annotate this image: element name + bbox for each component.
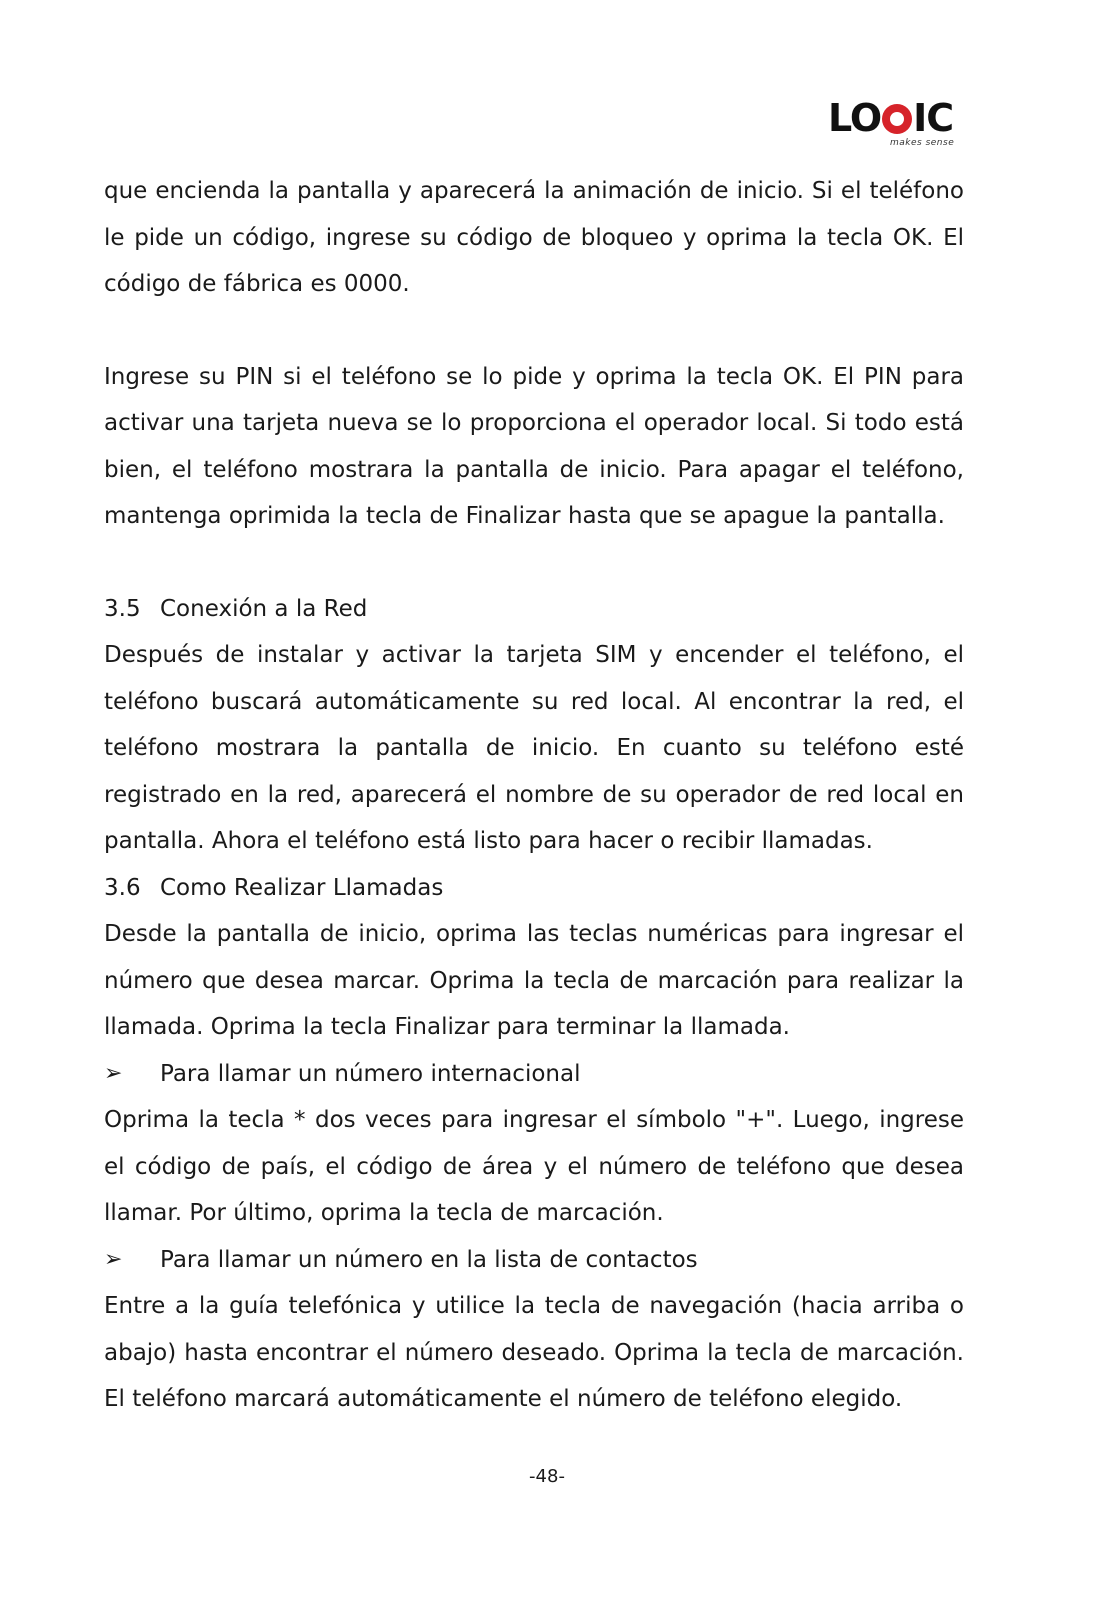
arrow-bullet-icon: ➢ (104, 1246, 123, 1272)
logo-tagline: makes sense (890, 138, 955, 148)
section-number: 3.6 (104, 874, 141, 901)
bullet-heading-international (104, 1051, 964, 1098)
page-content (104, 168, 964, 1423)
paragraph-pin: Ingrese su PIN si el teléfono se lo pide y oprima la tecla OK. El PIN para activar una tarjeta nueva se lo proporciona el operador local. Si todo está bien, el teléfono mostrara la pantalla de inicio. Para apagar el teléfono, mantenga oprimida la tecla de Finalizar hasta que se apague la pantalla. (104, 363, 964, 529)
section-number: 3.5 (104, 595, 141, 622)
brand-logo (828, 98, 958, 154)
logo-wordmark (828, 98, 953, 138)
bullet-heading-contacts (104, 1237, 964, 1284)
section-heading-3-6 (104, 865, 964, 912)
section-body-3-6: Desde la pantalla de inicio, oprima las teclas numéricas para ingresar el número que desea marcar. Oprima la tecla de marcación para realizar la llamada. Oprima la tecla Finalizar para terminar la llamada. (104, 921, 964, 1040)
paragraph-startup: que encienda la pantalla y aparecerá la animación de inicio. Si el teléfono le pide un código, ingrese su código de bloqueo y oprima la tecla OK. El código de fábrica es 0000. (104, 178, 964, 297)
logo-suffix: IC (913, 96, 954, 140)
section-heading-3-5 (104, 586, 964, 633)
page-number: -48- (529, 1466, 565, 1487)
bullet-title: Para llamar un número internacional (160, 1060, 581, 1087)
bullet-body-contacts: Entre a la guía telefónica y utilice la tecla de navegación (hacia arriba o abajo) hasta encontrar el número deseado. Oprima la tecla de marcación. El teléfono marcará automáticamente el número de teléfono elegido. (104, 1293, 964, 1412)
arrow-bullet-icon: ➢ (104, 1060, 123, 1086)
bullet-body-international: Oprima la tecla * dos veces para ingresar el símbolo "+". Luego, ingrese el código de país, el código de área y el número de teléfono que desea llamar. Por último, oprima la tecla de marcación. (104, 1107, 964, 1226)
logo-g-mark-icon (882, 104, 912, 134)
bullet-title: Para llamar un número en la lista de contactos (160, 1246, 698, 1273)
section-body-3-5: Después de instalar y activar la tarjeta SIM y encender el teléfono, el teléfono buscará automáticamente su red local. Al encontrar la red, el teléfono mostrara la pantalla de inicio. En cuanto su teléfono esté registrado en la red, aparecerá el nombre de su operador de red local en pantalla. Ahora el teléfono está listo para hacer o recibir llamadas. (104, 642, 964, 854)
section-title: Conexión a la Red (160, 595, 368, 622)
logo-prefix: LO (828, 96, 882, 140)
paragraph-gap (104, 308, 964, 354)
section-title: Como Realizar Llamadas (160, 874, 444, 901)
paragraph-gap (104, 540, 964, 586)
